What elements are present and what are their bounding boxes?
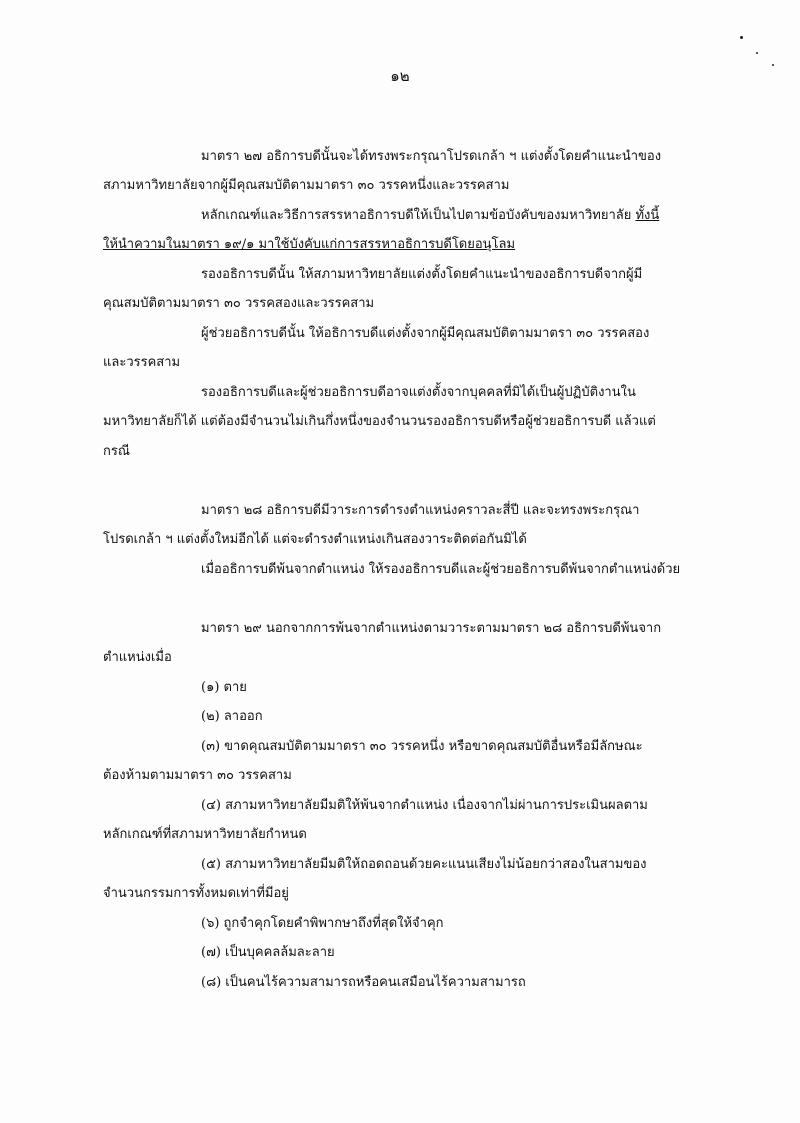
paragraph-line: กรณี xyxy=(103,444,130,459)
paragraph-line: สภามหาวิทยาลัยจากผู้มีคุณสมบัติตามมาตรา ๓๐ วรรคหนึ่งและวรรคสาม xyxy=(103,178,510,193)
paragraph-line: เมื่ออธิการบดีพ้นจากตำแหน่ง ให้รองอธิการบดีและผู้ช่วยอธิการบดีพ้นจากตำแหน่งด้วย xyxy=(201,562,681,577)
paragraph-line: มหาวิทยาลัยก็ได้ แต่ต้องมีจำนวนไม่เกินกึ่งหนึ่งของจำนวนรองอธิการบดีหรือผู้ช่วยอธิการบดี แล้วแต่ xyxy=(103,414,656,429)
list-item: (๗) เป็นบุคคลล้มละลาย xyxy=(201,945,335,960)
amended-text: ให้นำความในมาตรา ๑๙/๑ มาใช้บังคับแก่การสรรหาอธิการบดีโดยอนุโลม xyxy=(103,237,516,252)
paragraph-line: รองอธิการบดีนั้น ให้สภามหาวิทยาลัยแต่งตั้งโดยคำแนะนำของอธิการบดีจากผู้มี xyxy=(201,267,643,282)
section-29-heading: มาตรา ๒๙ นอกจากการพ้นจากตำแหน่งตามวาระตามมาตรา ๒๘ อธิการบดีพ้นจาก xyxy=(201,621,662,636)
amended-text: ทั้งนี้ xyxy=(635,208,660,223)
paragraph-line-text: หลักเกณฑ์และวิธีการสรรหาอธิการบดีให้เป็นไปตามข้อบังคับของมหาวิทยาลัย xyxy=(201,208,636,223)
paragraph-line: รองอธิการบดีและผู้ช่วยอธิการบดีอาจแต่งตั้งจากบุคคลที่มิได้เป็นผู้ปฏิบัติงานใน xyxy=(201,385,636,400)
paragraph-line: และวรรคสาม xyxy=(103,355,181,370)
paragraph-line: ต้องห้ามตามมาตรา ๓๐ วรรคสาม xyxy=(103,768,292,783)
scan-speck xyxy=(756,52,758,54)
paragraph-line: จำนวนกรรมการทั้งหมดเท่าที่มีอยู่ xyxy=(103,886,289,901)
paragraph-line: ผู้ช่วยอธิการบดีนั้น ให้อธิการบดีแต่งตั้งจากผู้มีคุณสมบัติตามมาตรา ๓๐ วรรคสอง xyxy=(201,326,650,341)
scan-speck xyxy=(740,36,743,39)
list-item: (๖) ถูกจำคุกโดยคำพิพากษาถึงที่สุดให้จำคุก xyxy=(201,916,444,931)
paragraph-line: หลักเกณฑ์ที่สภามหาวิทยาลัยกำหนด xyxy=(103,827,307,842)
paragraph-line xyxy=(201,207,659,225)
list-item: (๔) สภามหาวิทยาลัยมีมติให้พ้นจากตำแหน่ง เนื่องจากไม่ผ่านการประเมินผลตาม xyxy=(201,798,648,813)
paragraph-line: ตำแหน่งเมื่อ xyxy=(103,650,172,665)
list-item: (๘) เป็นคนไร้ความสามารถหรือคนเสมือนไร้ความสามารถ xyxy=(201,975,526,990)
paragraph-line: คุณสมบัติตามมาตรา ๓๐ วรรคสองและวรรคสาม xyxy=(103,296,375,311)
section-28-heading: มาตรา ๒๘ อธิการบดีมีวาระการดำรงตำแหน่งคราวละสี่ปี และจะทรงพระกรุณา xyxy=(201,503,640,518)
list-item: (๒) ลาออก xyxy=(201,709,263,724)
list-item: (๕) สภามหาวิทยาลัยมีมติให้ถอดถอนด้วยคะแนนเสียงไม่น้อยกว่าสองในสามของ xyxy=(201,857,647,872)
list-item: (๓) ขาดคุณสมบัติตามมาตรา ๓๐ วรรคหนึ่ง หรือขาดคุณสมบัติอื่นหรือมีลักษณะ xyxy=(201,739,643,754)
list-item: (๑) ตาย xyxy=(201,680,247,695)
paragraph-line: โปรดเกล้า ฯ แต่งตั้งใหม่อีกได้ แต่จะดำรงตำแหน่งเกินสองวาระติดต่อกันมิได้ xyxy=(103,532,527,547)
page-number: ๑๒ xyxy=(390,67,410,85)
section-27-heading: มาตรา ๒๗ อธิการบดีนั้นจะได้ทรงพระกรุณาโปรดเกล้า ฯ แต่งตั้งโดยคำแนะนำของ xyxy=(201,149,662,164)
